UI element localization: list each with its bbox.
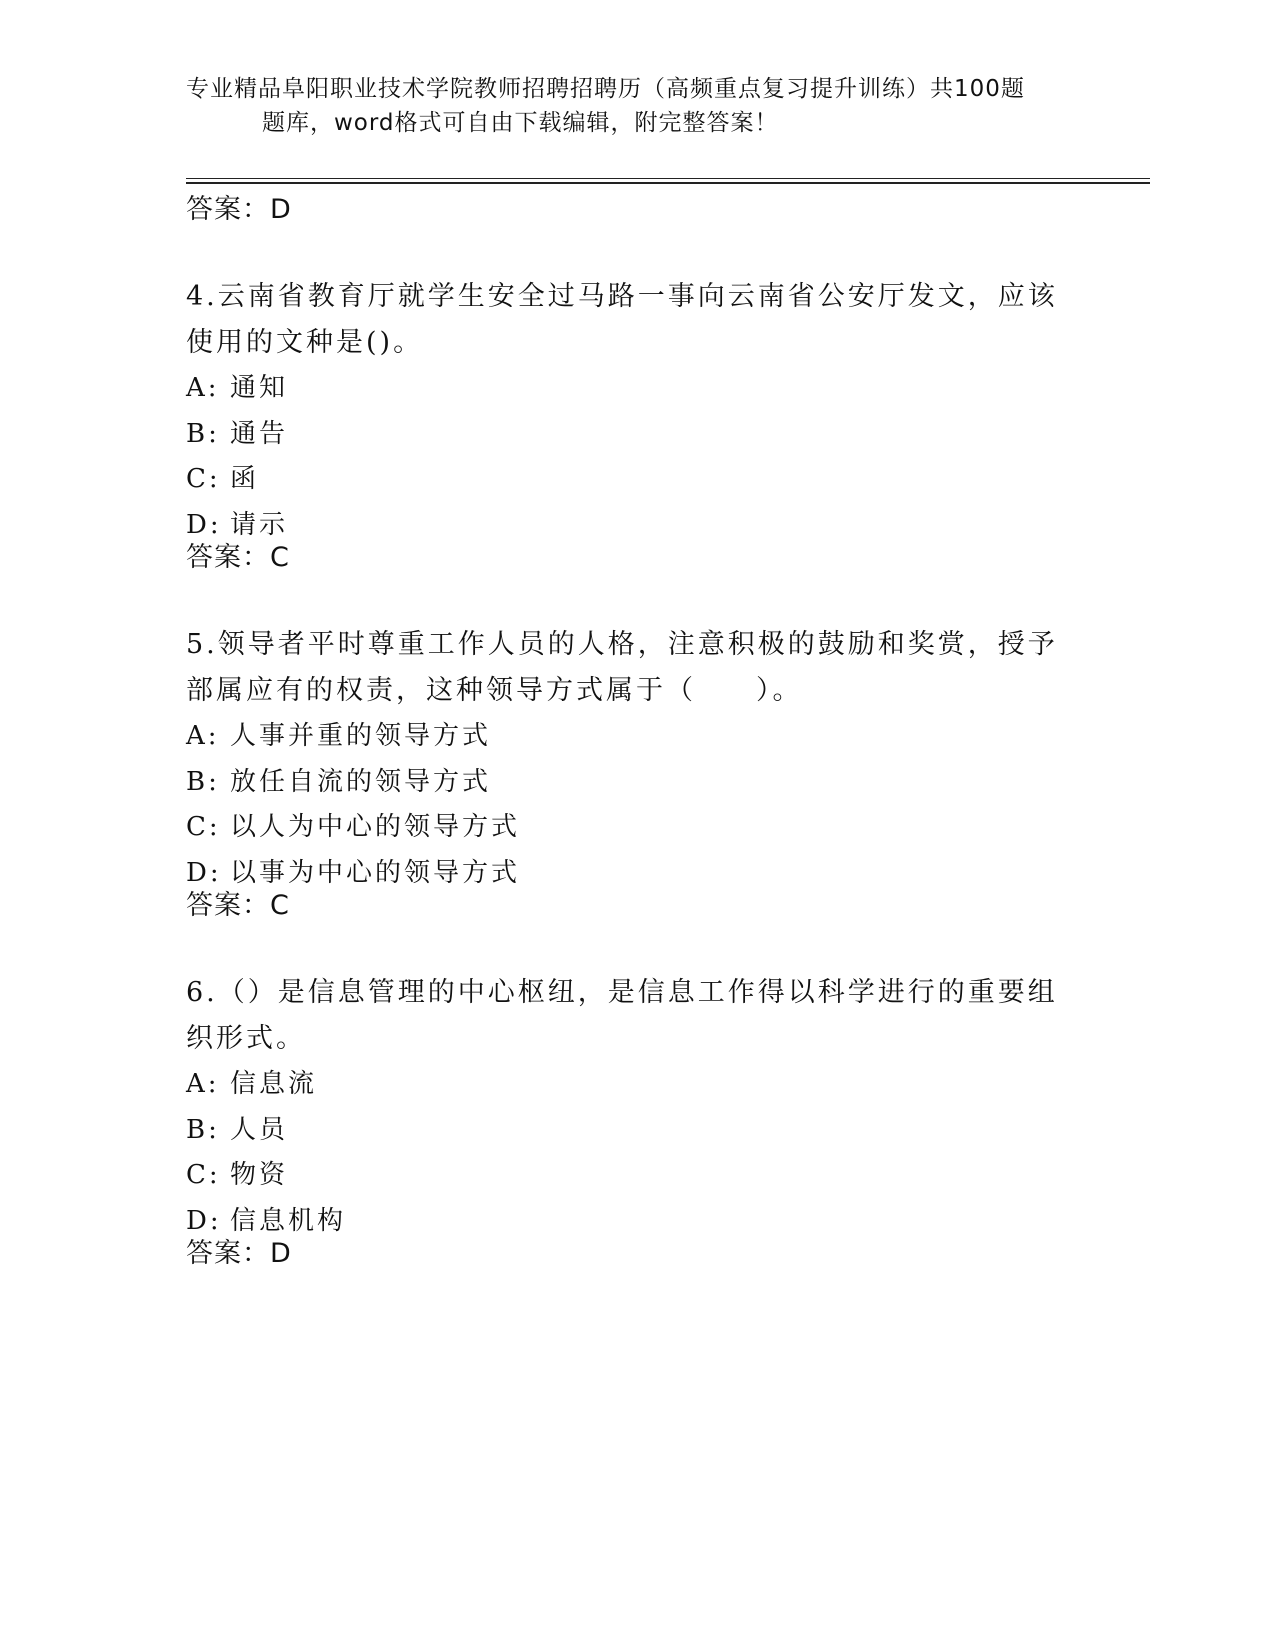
header-divider bbox=[186, 178, 1150, 179]
option-text: 人事并重的领导方式 bbox=[230, 721, 492, 751]
question-text: 5.领导者平时尊重工作人员的人格，注意积极的鼓励和奖赏，授予部属应有的权责，这种领导方式属于（ ）。 bbox=[186, 629, 1058, 706]
option-letter: C: bbox=[186, 812, 221, 842]
option-letter: C: bbox=[186, 464, 221, 494]
option-text: 函 bbox=[230, 464, 260, 494]
option-text: 以人为中心的领导方式 bbox=[230, 812, 521, 842]
option-text: 人员 bbox=[230, 1114, 289, 1145]
question-4 bbox=[186, 274, 1066, 548]
option-d bbox=[186, 851, 1066, 897]
option-text: 信息流 bbox=[230, 1069, 318, 1099]
option-c bbox=[186, 457, 1066, 503]
option-letter: D: bbox=[186, 509, 222, 540]
option-text: 以事为中心的领导方式 bbox=[230, 857, 521, 888]
option-letter: B: bbox=[186, 766, 220, 797]
answer-prev-question: 答案：D bbox=[186, 194, 292, 225]
header-divider-thick bbox=[186, 182, 1150, 184]
answer-question-6: 答案：D bbox=[186, 1238, 292, 1269]
option-text: 信息机构 bbox=[230, 1205, 347, 1236]
option-letter: D: bbox=[186, 1205, 222, 1236]
option-a bbox=[186, 1062, 1066, 1108]
header-line-2: 题库，word格式可自由下载编辑，附完整答案！ bbox=[262, 110, 779, 136]
option-letter: A: bbox=[186, 373, 220, 403]
option-letter: D: bbox=[186, 857, 222, 888]
question-text: 6.（）是信息管理的中心枢纽，是信息工作得以科学进行的重要组织形式。 bbox=[186, 977, 1058, 1054]
option-letter: A: bbox=[186, 721, 220, 751]
option-b bbox=[186, 412, 1066, 458]
option-text: 通告 bbox=[230, 418, 289, 449]
option-a bbox=[186, 366, 1066, 412]
page-header bbox=[186, 72, 1066, 140]
option-text: 放任自流的领导方式 bbox=[230, 766, 492, 797]
option-text: 物资 bbox=[230, 1160, 289, 1190]
option-text: 请示 bbox=[230, 509, 289, 540]
answer-question-5: 答案：C bbox=[186, 890, 290, 921]
option-d bbox=[186, 503, 1066, 549]
option-d bbox=[186, 1199, 1066, 1245]
answer-question-4: 答案：C bbox=[186, 542, 290, 573]
question-6 bbox=[186, 970, 1066, 1244]
option-a bbox=[186, 714, 1066, 760]
option-letter: C: bbox=[186, 1160, 221, 1190]
option-c bbox=[186, 805, 1066, 851]
question-text: 4.云南省教育厅就学生安全过马路一事向云南省公安厅发文，应该使用的文种是()。 bbox=[186, 281, 1058, 358]
option-b bbox=[186, 1108, 1066, 1154]
option-c bbox=[186, 1153, 1066, 1199]
option-letter: B: bbox=[186, 1114, 220, 1145]
question-5 bbox=[186, 622, 1066, 896]
option-letter: A: bbox=[186, 1069, 220, 1099]
option-b bbox=[186, 760, 1066, 806]
header-line-1: 专业精品阜阳职业技术学院教师招聘招聘历（高频重点复习提升训练）共100题 bbox=[186, 76, 1025, 102]
option-text: 通知 bbox=[230, 373, 289, 403]
option-letter: B: bbox=[186, 418, 220, 449]
